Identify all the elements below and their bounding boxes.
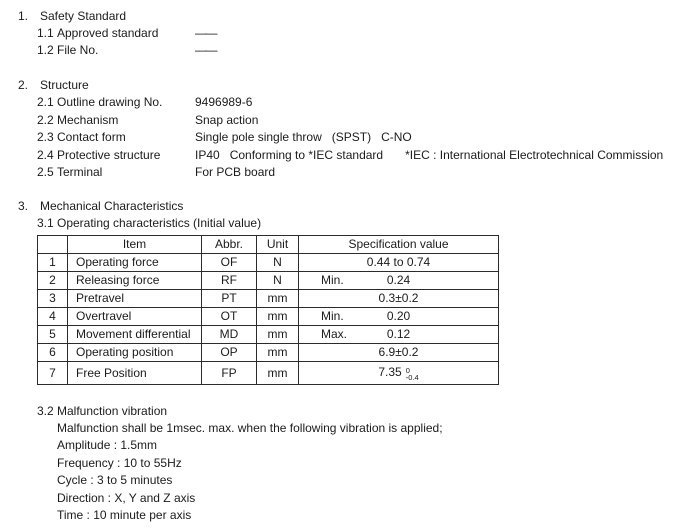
tolerance-upper: 0 — [405, 365, 410, 375]
row-number: 2.1 — [37, 95, 54, 109]
row-number: 2.5 — [37, 165, 54, 179]
section-safety-standard — [0, 8, 681, 58]
section-number: 3. — [18, 198, 29, 213]
tolerance-stack — [406, 367, 419, 381]
header-spec: Specification value — [299, 235, 499, 253]
table-header-row — [38, 235, 499, 253]
subsection-heading — [0, 402, 681, 420]
cell-unit: mm — [257, 307, 299, 325]
row-number: 2.3 — [37, 130, 54, 144]
vibration-condition-line: Malfunction shall be 1msec. max. when the following vibration is applied; — [57, 420, 443, 435]
field-label: Terminal — [57, 165, 103, 179]
cell-no: 3 — [38, 289, 68, 307]
spec-qualifier: Min. — [321, 273, 344, 287]
cell-item: Pretravel — [68, 289, 202, 307]
spec-row-outline-drawing — [0, 94, 681, 112]
section-mechanical-characteristics — [0, 198, 681, 526]
section-title: Mechanical Characteristics — [40, 198, 184, 213]
spec-value: 0.3±0.2 — [378, 291, 419, 305]
section-heading — [0, 77, 681, 94]
cell-no: 5 — [38, 325, 68, 343]
section-heading — [0, 8, 681, 25]
cell-item: Free Position — [68, 361, 202, 384]
field-label: Outline drawing No. — [57, 95, 163, 109]
cell-spec — [299, 361, 499, 384]
spec-row-protective-structure — [0, 147, 681, 165]
spec-value: 7.35 — [378, 365, 402, 380]
vibration-amplitude-line: Amplitude : 1.5mm — [57, 438, 158, 453]
section-title: Safety Standard — [40, 9, 127, 23]
field-value: —— — [195, 26, 216, 40]
spec-value: 0.44 to 0.74 — [366, 255, 431, 269]
cell-unit: mm — [257, 361, 299, 384]
cell-unit: mm — [257, 343, 299, 361]
table-row — [38, 289, 499, 307]
vibration-time-line: Time : 10 minute per axis — [57, 508, 192, 523]
table-row — [38, 271, 499, 289]
spec-row-contact-form — [0, 129, 681, 147]
section-structure — [0, 77, 681, 182]
cell-no: 4 — [38, 307, 68, 325]
cell-abbr: RF — [202, 271, 257, 289]
spec-row-mechanism — [0, 112, 681, 130]
cell-abbr: FP — [202, 361, 257, 384]
table-row — [38, 325, 499, 343]
spec-row-file-no — [0, 42, 681, 59]
spec-value: 0.12 — [386, 327, 411, 341]
cell-no: 1 — [38, 253, 68, 271]
spec-qualifier: Min. — [321, 309, 344, 323]
cell-abbr: OF — [202, 253, 257, 271]
cell-item: Movement differential — [68, 325, 202, 343]
header-abbr: Abbr. — [202, 235, 257, 253]
section-title: Structure — [40, 78, 89, 92]
table-row — [38, 307, 499, 325]
field-value: Single pole single throw (SPST) C-NO — [195, 130, 412, 144]
subsection-number: 3.2 — [37, 403, 54, 418]
subsection-title: Operating characteristics (Initial value) — [57, 215, 262, 230]
cell-abbr: OT — [202, 307, 257, 325]
cell-spec — [299, 307, 499, 325]
field-label: File No. — [57, 42, 99, 57]
table-row — [38, 253, 499, 271]
cell-unit: mm — [257, 289, 299, 307]
cell-spec — [299, 253, 499, 271]
vibration-frequency-line: Frequency : 10 to 55Hz — [57, 455, 182, 470]
vibration-direction-line: Direction : X, Y and Z axis — [57, 490, 196, 505]
cell-item: Releasing force — [68, 271, 202, 289]
field-value: —— — [195, 42, 216, 57]
spec-value: 6.9±0.2 — [378, 345, 419, 359]
cell-item: Overtravel — [68, 307, 202, 325]
vibration-cycle-line: Cycle : 3 to 5 minutes — [57, 473, 173, 488]
cell-abbr: PT — [202, 289, 257, 307]
cell-unit: N — [257, 271, 299, 289]
row-number: 2.2 — [37, 112, 54, 127]
cell-unit: N — [257, 253, 299, 271]
cell-spec — [299, 271, 499, 289]
field-value: IP40 Conforming to *IEC standard — [195, 147, 384, 162]
row-number: 2.4 — [37, 147, 54, 162]
subsection-malfunction-vibration — [0, 402, 681, 526]
spec-value: 0.20 — [386, 309, 411, 323]
field-label: Contact form — [57, 130, 126, 144]
field-label: Mechanism — [57, 112, 119, 127]
table-row — [38, 343, 499, 361]
cell-no: 7 — [38, 361, 68, 384]
field-value: Snap action — [195, 112, 259, 127]
field-value: 9496989-6 — [195, 95, 253, 109]
field-label: Protective structure — [57, 147, 161, 162]
section-heading — [0, 198, 681, 215]
header-item: Item — [68, 235, 202, 253]
cell-item: Operating force — [68, 253, 202, 271]
cell-spec — [299, 289, 499, 307]
section-number: 1. — [18, 9, 29, 23]
cell-unit: mm — [257, 325, 299, 343]
spec-value: 0.24 — [386, 273, 411, 287]
field-note: *IEC : International Electrotechnical Commission — [405, 147, 664, 162]
cell-spec — [299, 325, 499, 343]
subsection-operating-characteristics — [0, 215, 681, 232]
field-value: For PCB board — [195, 165, 276, 179]
spec-qualifier: Max. — [321, 327, 348, 341]
table-row — [38, 361, 499, 384]
field-label: Approved standard — [57, 26, 159, 40]
cell-item: Operating position — [68, 343, 202, 361]
row-number: 1.1 — [37, 26, 54, 40]
header-unit: Unit — [257, 235, 299, 253]
subsection-number: 3.1 — [37, 215, 54, 230]
cell-abbr: MD — [202, 325, 257, 343]
operating-characteristics-table — [37, 235, 499, 385]
cell-no: 6 — [38, 343, 68, 361]
row-number: 1.2 — [37, 42, 54, 57]
cell-spec — [299, 343, 499, 361]
cell-no: 2 — [38, 271, 68, 289]
spec-row-approved-standard — [0, 25, 681, 42]
header-no — [38, 235, 68, 253]
tolerance-lower: -0.4 — [405, 372, 419, 382]
section-number: 2. — [18, 78, 29, 92]
subsection-title: Malfunction vibration — [57, 403, 168, 418]
cell-abbr: OP — [202, 343, 257, 361]
spec-row-terminal — [0, 164, 681, 182]
